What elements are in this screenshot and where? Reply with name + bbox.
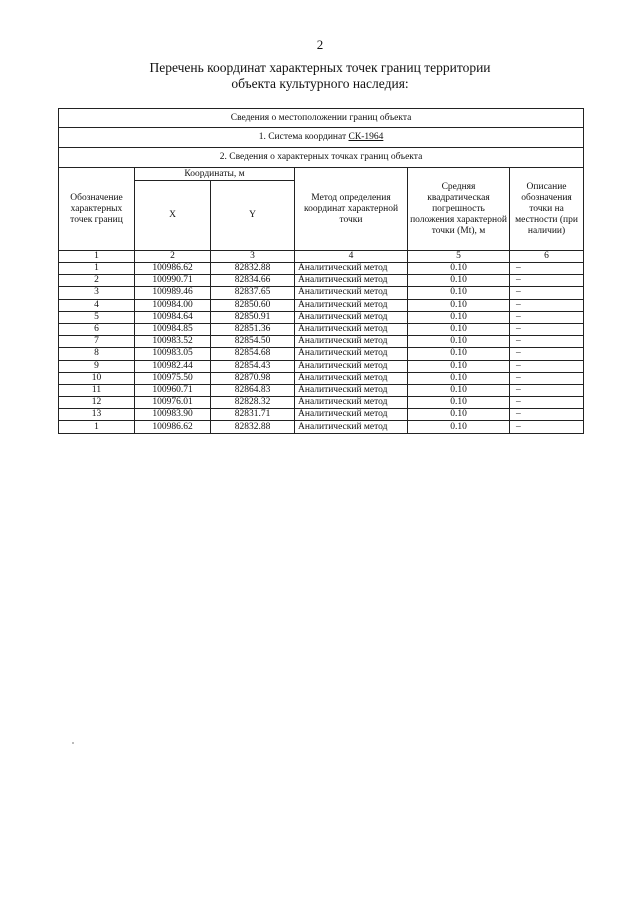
error-cell: 0.10 (408, 299, 510, 311)
coord-system-row (59, 128, 584, 148)
table-row (59, 360, 584, 372)
y-cell: 82851.36 (211, 323, 295, 335)
header-coordinates: Координаты, м (135, 168, 295, 181)
coord-system-value: СК-1964 (348, 132, 384, 142)
method-cell: Аналитический метод (295, 287, 408, 299)
y-cell: 82832.88 (211, 421, 295, 433)
y-cell: 82850.91 (211, 311, 295, 323)
title-line-1: Перечень координат характерных точек границ территории (149, 60, 491, 75)
error-cell: 0.10 (408, 384, 510, 396)
method-cell: Аналитический метод (295, 348, 408, 360)
error-cell: 0.10 (408, 275, 510, 287)
point-cell: 3 (59, 287, 135, 299)
description-cell: – (510, 263, 584, 275)
column-number: 4 (295, 251, 408, 263)
points-info-label: 2. Сведения о характерных точках границ объекта (59, 148, 584, 168)
description-cell: – (510, 384, 584, 396)
point-cell: 7 (59, 336, 135, 348)
table-row (59, 348, 584, 360)
x-cell: 100976.01 (135, 397, 211, 409)
point-cell: 2 (59, 275, 135, 287)
x-cell: 100975.50 (135, 372, 211, 384)
method-cell: Аналитический метод (295, 263, 408, 275)
column-number: 1 (59, 251, 135, 263)
header-method: Метод определения координат характерной точки (295, 168, 408, 251)
description-cell: – (510, 336, 584, 348)
header-x: X (135, 181, 211, 251)
table-row (59, 384, 584, 396)
method-cell: Аналитический метод (295, 336, 408, 348)
description-cell: – (510, 360, 584, 372)
error-cell: 0.10 (408, 421, 510, 433)
header-designation: Обозначение характерных точек границ (59, 168, 135, 251)
y-cell: 82832.88 (211, 263, 295, 275)
y-cell: 82870.98 (211, 372, 295, 384)
method-cell: Аналитический метод (295, 409, 408, 421)
point-cell: 4 (59, 299, 135, 311)
description-cell: – (510, 421, 584, 433)
y-cell: 82837.65 (211, 287, 295, 299)
point-cell: 12 (59, 397, 135, 409)
header-y: Y (211, 181, 295, 251)
point-cell: 1 (59, 263, 135, 275)
method-cell: Аналитический метод (295, 421, 408, 433)
error-cell: 0.10 (408, 263, 510, 275)
description-cell: – (510, 287, 584, 299)
x-cell: 100982.44 (135, 360, 211, 372)
method-cell: Аналитический метод (295, 311, 408, 323)
y-cell: 82834.66 (211, 275, 295, 287)
method-cell: Аналитический метод (295, 360, 408, 372)
y-cell: 82864.83 (211, 384, 295, 396)
table-row (59, 275, 584, 287)
x-cell: 100990.71 (135, 275, 211, 287)
y-cell: 82854.43 (211, 360, 295, 372)
x-cell: 100983.52 (135, 336, 211, 348)
error-cell: 0.10 (408, 336, 510, 348)
x-cell: 100960.71 (135, 384, 211, 396)
description-cell: – (510, 348, 584, 360)
column-number-row (59, 251, 584, 263)
description-cell: – (510, 311, 584, 323)
error-cell: 0.10 (408, 311, 510, 323)
x-cell: 100986.62 (135, 421, 211, 433)
error-cell: 0.10 (408, 360, 510, 372)
y-cell: 82831.71 (211, 409, 295, 421)
error-cell: 0.10 (408, 409, 510, 421)
table-row (59, 397, 584, 409)
error-cell: 0.10 (408, 397, 510, 409)
description-cell: – (510, 275, 584, 287)
table-row (59, 336, 584, 348)
method-cell: Аналитический метод (295, 397, 408, 409)
document-title (0, 60, 640, 92)
column-number: 5 (408, 251, 510, 263)
x-cell: 100989.46 (135, 287, 211, 299)
method-cell: Аналитический метод (295, 299, 408, 311)
table-row (59, 421, 584, 433)
coordinates-table (58, 108, 584, 434)
point-cell: 10 (59, 372, 135, 384)
x-cell: 100984.64 (135, 311, 211, 323)
point-cell: 11 (59, 384, 135, 396)
page-number: 2 (316, 37, 324, 52)
method-cell: Аналитический метод (295, 384, 408, 396)
table-row (59, 409, 584, 421)
error-cell: 0.10 (408, 372, 510, 384)
point-cell: 9 (59, 360, 135, 372)
section-title: Сведения о местоположении границ объекта (59, 109, 584, 128)
description-cell: – (510, 323, 584, 335)
method-cell: Аналитический метод (295, 275, 408, 287)
point-cell: 1 (59, 421, 135, 433)
header-error: Средняя квадратическая погрешность положения характерной точки (Mt), м (408, 168, 510, 251)
scan-mark (72, 742, 74, 744)
column-number: 2 (135, 251, 211, 263)
point-cell: 8 (59, 348, 135, 360)
y-cell: 82850.60 (211, 299, 295, 311)
x-cell: 100984.85 (135, 323, 211, 335)
x-cell: 100986.62 (135, 263, 211, 275)
table-body (59, 263, 584, 434)
table-row (59, 311, 584, 323)
method-cell: Аналитический метод (295, 372, 408, 384)
description-cell: – (510, 397, 584, 409)
x-cell: 100983.05 (135, 348, 211, 360)
coord-system-label: 1. Система координат (258, 132, 349, 142)
y-cell: 82854.50 (211, 336, 295, 348)
description-cell: – (510, 409, 584, 421)
title-line-2: объекта культурного наследия: (231, 76, 409, 91)
description-cell: – (510, 372, 584, 384)
header-description: Описание обозначения точки на местности (при наличии) (510, 168, 584, 251)
error-cell: 0.10 (408, 287, 510, 299)
error-cell: 0.10 (408, 323, 510, 335)
table-row (59, 287, 584, 299)
y-cell: 82828.32 (211, 397, 295, 409)
table-row (59, 372, 584, 384)
point-cell: 13 (59, 409, 135, 421)
column-number: 3 (211, 251, 295, 263)
table-row (59, 263, 584, 275)
point-cell: 5 (59, 311, 135, 323)
table-row (59, 299, 584, 311)
x-cell: 100984.00 (135, 299, 211, 311)
method-cell: Аналитический метод (295, 323, 408, 335)
x-cell: 100983.90 (135, 409, 211, 421)
y-cell: 82854.68 (211, 348, 295, 360)
description-cell: – (510, 299, 584, 311)
point-cell: 6 (59, 323, 135, 335)
error-cell: 0.10 (408, 348, 510, 360)
table-row (59, 323, 584, 335)
column-number: 6 (510, 251, 584, 263)
